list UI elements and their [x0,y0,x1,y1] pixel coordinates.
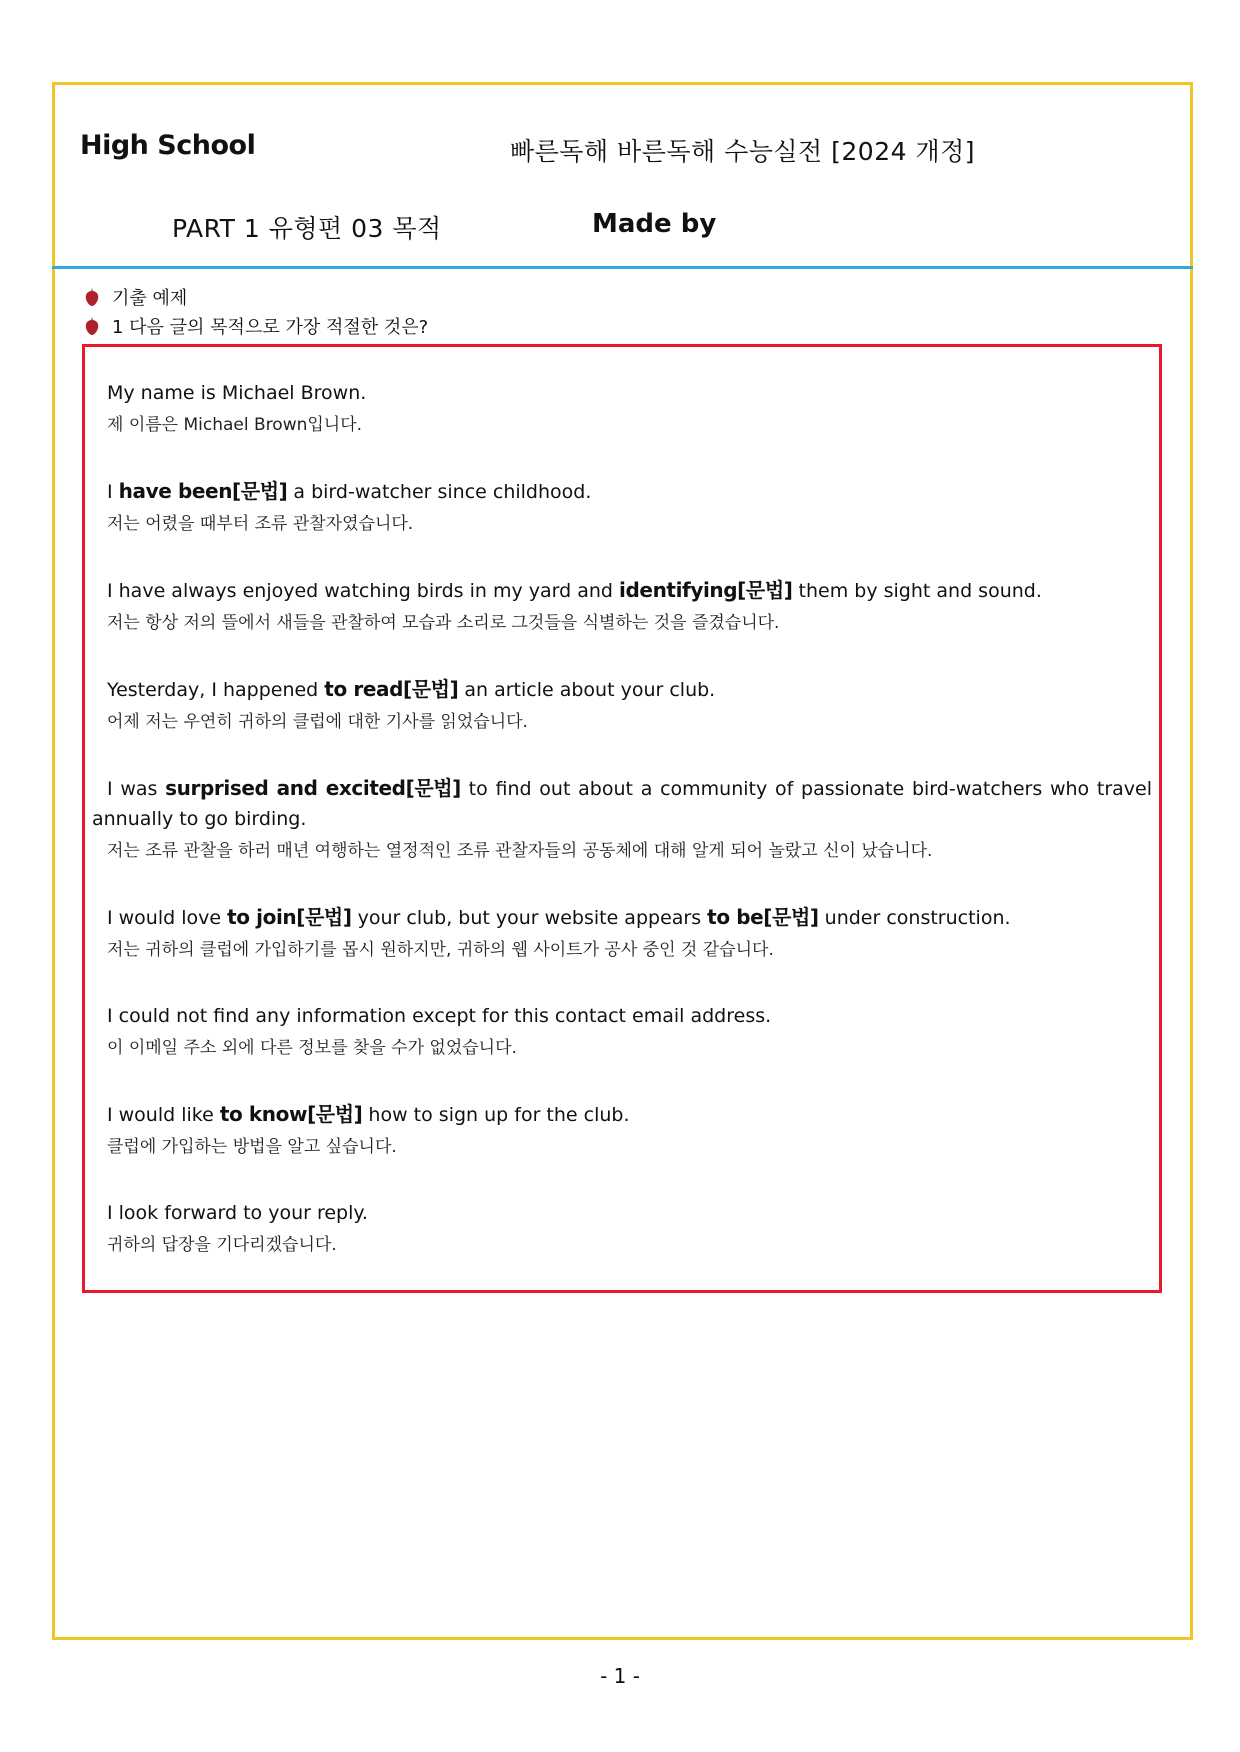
english-sentence [92,1099,1152,1130]
passage-sentence-pair [92,902,1152,967]
english-sentence [92,773,1152,834]
sentence-text: I look forward to your reply. [107,1202,368,1224]
section-label: 기출 예제 [112,288,188,309]
english-sentence [92,1001,1152,1031]
korean-translation: 어제 저는 우연히 귀하의 클럽에 대한 기사를 읽었습니다. [107,712,528,732]
passage-sentence-pair [92,773,1152,868]
passage-sentence-pair [92,476,1152,541]
passage-sentence-pair [92,674,1152,739]
passage-sentence-pair [92,1001,1152,1065]
sentence-text: them by sight and sound. [792,580,1042,602]
sentence-text: under construction. [818,907,1011,929]
grammar-highlight: to be[문법] [707,905,819,929]
strawberry-icon [84,316,100,336]
sentence-text: I would like [107,1104,220,1126]
header-divider [52,266,1193,269]
sentence-text: I have always enjoyed watching birds in my yard and [107,580,620,602]
question-text: 1 다음 글의 목적으로 가장 적절한 것은? [112,317,429,338]
grammar-highlight: have been[문법] [118,479,288,503]
header-made-by: Made by [592,209,717,239]
korean-translation: 이 이메일 주소 외에 다른 정보를 찾을 수가 없었습니다. [107,1038,517,1058]
sentence-text: I would love [107,907,228,929]
sentence-text: how to sign up for the club. [362,1104,630,1126]
header-book-title: 빠른독해 바른독해 수능실전 [2024 개정] [510,137,976,166]
passage-body [92,378,1152,1296]
grammar-highlight: to join[문법] [227,905,352,929]
passage-sentence-pair [92,378,1152,442]
strawberry-icon [84,287,100,307]
korean-translation: 클럽에 가입하는 방법을 알고 싶습니다. [107,1137,397,1157]
grammar-highlight: to know[문법] [219,1102,363,1126]
sentence-text: an article about your club. [458,679,716,701]
passage-sentence-pair [92,1198,1152,1262]
sentence-text: I [107,481,119,503]
korean-translation: 저는 항상 저의 뜰에서 새들을 관찰하여 모습과 소리로 그것들을 식별하는 것을 즐겼습니다. [107,613,780,633]
grammar-highlight: surprised and excited[문법] [165,776,461,800]
question-line [84,313,428,339]
sentence-text: I could not find any information except for this contact email address. [107,1005,772,1027]
sentence-text: to find out about a community of passionate bird-watchers who travel annually to go birding. [92,778,1153,830]
grammar-highlight: identifying[문법] [619,578,793,602]
korean-translation: 제 이름은 Michael Brown입니다. [107,415,363,435]
sentence-text: My name is Michael Brown. [107,382,367,404]
korean-translation: 저는 어렸을 때부터 조류 관찰자였습니다. [107,514,414,534]
sentence-text: a bird-watcher since childhood. [287,481,592,503]
english-sentence [92,575,1152,606]
sentence-text: I was [107,778,166,800]
header-school-level: High School [80,130,256,161]
passage-sentence-pair [92,1099,1152,1164]
sentence-text: your club, but your website appears [351,907,708,929]
sentence-text: Yesterday, I happened [107,679,325,701]
english-sentence [92,902,1152,933]
grammar-highlight: to read[문법] [324,677,459,701]
korean-translation: 저는 조류 관찰을 하러 매년 여행하는 열정적인 조류 관찰자들의 공동체에 대해 알게 되어 놀랐고 신이 났습니다. [107,841,933,861]
korean-translation: 저는 귀하의 클럽에 가입하기를 몹시 원하지만, 귀하의 웹 사이트가 공사 중인 것 같습니다. [107,940,774,960]
passage-sentence-pair [92,575,1152,640]
english-sentence [92,674,1152,705]
section-label-line [84,284,187,310]
page-number: - 1 - [600,1664,640,1688]
korean-translation: 귀하의 답장을 기다리겠습니다. [107,1235,337,1255]
english-sentence [92,1198,1152,1228]
english-sentence [92,476,1152,507]
english-sentence [92,378,1152,408]
header-part-label: PART 1 유형편 03 목적 [172,214,442,243]
